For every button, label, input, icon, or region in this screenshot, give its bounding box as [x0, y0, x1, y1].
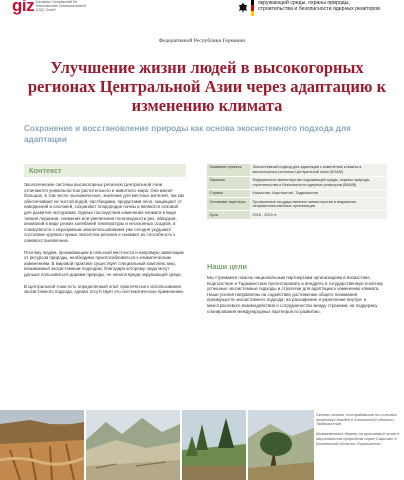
table-value: Федеральное министерство окружающей среды, охраны природы, строительства и безопасности ядерных реакторов (BMUB): [250, 176, 387, 189]
ministry-name: [258, 0, 404, 12]
table-row: [207, 189, 387, 197]
photo-caption: Можжевеловое дерево на орошаемой почве в национальном природном парке Сарычат в Баткенской области, Кыргызстан.: [316, 431, 400, 446]
goals-heading: Наши цели: [207, 262, 248, 271]
mountain-valley-photo: [86, 410, 180, 480]
context-paragraph: В Центральной Азии есть определенный опыт практического использования экосистемного подхода, однако отсутствует его систематическое применение.: [24, 283, 185, 295]
context-paragraph: Поэтому людям, проживающим в сельской местности и напрямую зависящим от ресурсов природы, необходимо приспосабливаться к климатическим изменениям. В мировой практике существует специальный комплекс мер, называемый экосистемным подходом, благодаря которому люди могут дальше пользоваться дарами природы, не нанося вреда окружающей среде.: [24, 249, 184, 277]
table-row: [207, 198, 387, 211]
table-row: [207, 164, 387, 176]
photo-caption: Склоны холмов, пострадавшие от сильных почвенных дождей в Хатлонской области, Таджикистан.: [316, 412, 397, 427]
german-flag-icon: [251, 0, 254, 16]
photo-captions: [316, 413, 402, 451]
table-row: [207, 176, 387, 189]
page-subtitle: Сохранение и восстановление природы как основа экосистемного подхода для адаптации: [24, 124, 351, 144]
giz-logo: [6, 0, 86, 15]
table-value: Профильные государственные министерства и ведомства, неправительственные организации: [250, 198, 387, 211]
table-key: Название проекта: [207, 164, 250, 176]
goals-text: Мы стремимся помочь национальным партнерским организациям в Казахстане, Кыргызстане и Таджикистане протестировать и внедрить в государственную политику успешные экосистемные подходы и стратегии для адаптации к изменению климата. Наши усилия направлены на содействие достижению общего понимания преимуществ экосистемного подхода; на расширение и укрепление внутри- и межотраслевого взаимодействия и сотрудничество между странами; на поддержку планирования международных партнеров по развитию.: [207, 275, 384, 314]
ministry-block: [238, 0, 404, 22]
context-section: [24, 164, 186, 301]
ministry-line: окружающей среды, охраны природы,: [258, 0, 350, 6]
context-paragraph: Экологические системы высокогорных регионов Центральной Азии отличаются уникальностью растительного и животного мира. Они имеют большое, в том числе экономическое, значение для местных жителей, так как обеспечивают их чистой водой, пастбищами, продуктами леса, защищают от наводнений и оползней, сохраняют плодородие почвы и являются основой для развития экотуризма. Однако последствия изменения климата в виде таяния ледников, снижения или увеличения полноводности рек, паводков, аномалий в виде резких колебаний температуры и несезонных осадков, в совокупности с неразумным землепользованием уже сегодня ухудшают состояние хрупких горных экосистем региона и снижают их способность к самовосстановлению.: [24, 182, 185, 243]
document-header: [0, 0, 404, 32]
table-value: 2015 - 2019 гг.: [250, 211, 387, 219]
table-key: Заказчик: [207, 176, 250, 189]
giz-logo-text: giz: [12, 0, 35, 15]
table-value: Казахстан, Кыргызстан, Таджикистан: [250, 189, 387, 197]
juniper-tree-photo: [248, 410, 314, 480]
trees-landscape-photo: [182, 410, 246, 480]
ministry-line: строительства и безопасности ядерных реакторов: [258, 6, 380, 13]
context-heading: Контекст: [24, 164, 186, 177]
table-key: Срок: [207, 211, 250, 219]
federal-eagle-icon: [238, 2, 248, 14]
table-row: [207, 211, 387, 219]
country-label: Федеративной Республики Германии: [158, 38, 246, 44]
page-title: Улучшение жизни людей в высокогорных регионах Центральной Азии через адаптацию к изменению климата: [27, 58, 387, 115]
table-key: Страны: [207, 189, 250, 197]
giz-logo-subtitle: Deutsche Gesellschaft für Internationale Zusammenarbeit (GIZ) GmbH: [36, 0, 86, 13]
table-value: Экосистемный подход для адаптации к изменению климата в высокогорных регионах Центральной Азии (ЕНАМ): [250, 164, 387, 176]
table-key: Основные партнеры: [207, 198, 250, 211]
project-info-table: [207, 164, 387, 220]
eroded-hillside-photo: [0, 410, 84, 480]
